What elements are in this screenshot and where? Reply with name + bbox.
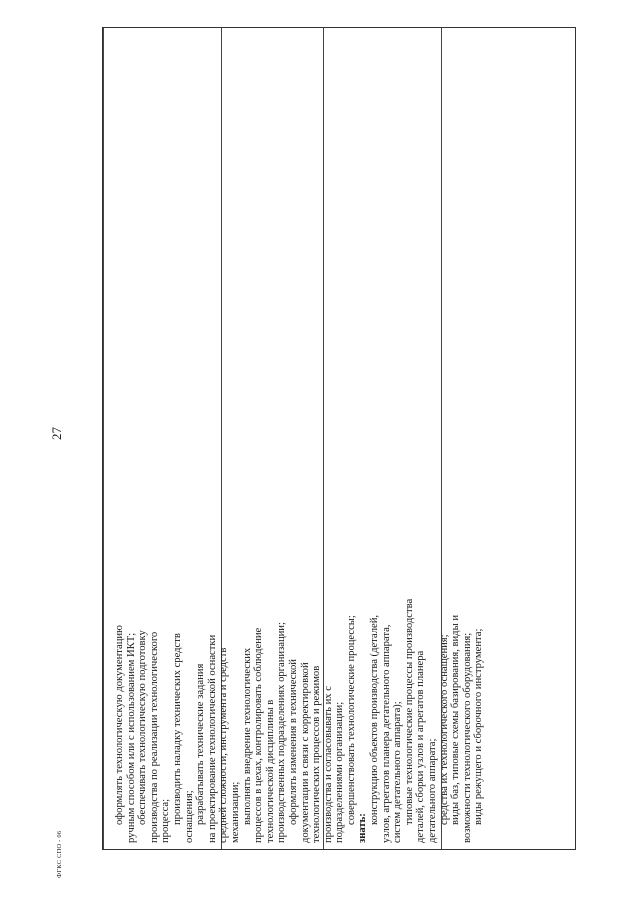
- text-line: производить наладку технических средств: [171, 633, 183, 825]
- text-line: на проектирование технологической оснастки: [206, 634, 218, 843]
- text-line: возможности технологического оборудования;: [461, 632, 473, 843]
- text-line: документации в связи с корректировкой: [299, 662, 311, 843]
- text-line: процессов в цехах, контролировать соблюдение: [253, 627, 265, 843]
- text-line: совершенствовать технологические процессы;: [345, 615, 357, 825]
- page-number: 27: [49, 427, 64, 440]
- text-line: механизации;: [229, 781, 241, 843]
- text-line: оформлять изменения в технической: [287, 659, 299, 825]
- text-line: производственных подразделениях организации;: [276, 622, 288, 843]
- text-line: разрабатывать технические задания: [195, 663, 207, 825]
- text-line: средства их технологического оснащения;: [438, 634, 450, 825]
- text-line: узлов, агрегатов планера детательного аппарата,: [380, 624, 392, 843]
- text-line: деталей, сборки узлов и агрегатов планера: [415, 650, 427, 843]
- text-line: средней сложности, инструмента и средств: [218, 647, 230, 843]
- text-line: производства по реализации технологического: [148, 631, 160, 843]
- competency-text: [114, 451, 485, 843]
- text-line: выполнять внедрение технологических: [241, 647, 253, 825]
- text-line: виды баз, типовые схемы базирования, виды и: [450, 614, 462, 825]
- footer-code: ФГКС СПО - 06: [56, 830, 63, 878]
- text-line: детательного аппарата;: [427, 738, 439, 843]
- text-line: технологических процессов и режимов: [311, 665, 323, 843]
- text-line: систем детательного аппарата);: [392, 701, 404, 843]
- text-line: производства и согласовывать их с: [322, 686, 334, 843]
- text-line: виды режущего и сборочного инструмента;: [473, 628, 485, 825]
- text-line: процесса;: [160, 798, 172, 843]
- text-line: оснащения;: [183, 790, 195, 843]
- text-line: типовые технологические процессы производства: [403, 598, 415, 825]
- text-line: обеспечивать технологическую подготовку: [137, 630, 149, 825]
- text-line: ручным способом или с использованием ИКТ;: [125, 632, 137, 843]
- text-line: подразделениями организации;: [334, 701, 346, 843]
- text-line: технологической дисциплины в: [264, 699, 276, 843]
- column-divider: [103, 28, 104, 849]
- text-line: конструкцию объектов производства (деталей,: [369, 614, 381, 825]
- text-line: знать:: [357, 813, 369, 843]
- text-line: оформлять технологическую документацию: [114, 625, 125, 825]
